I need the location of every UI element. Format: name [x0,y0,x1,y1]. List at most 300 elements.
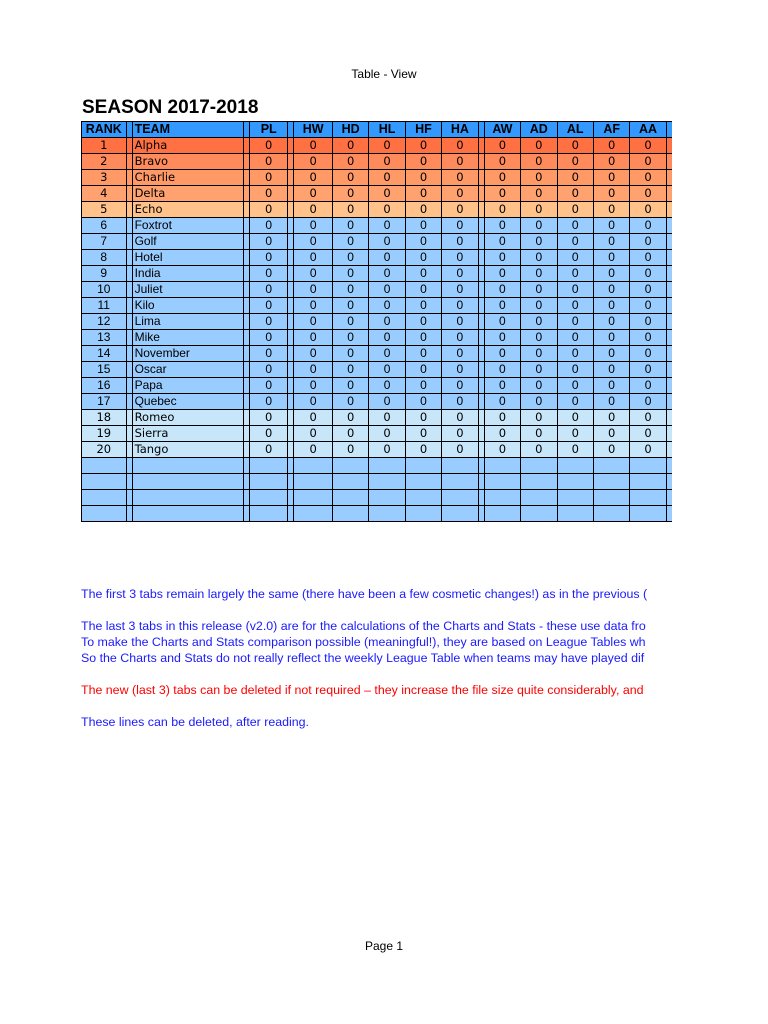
empty-cell [294,506,332,522]
stat-cell: 0 [332,250,368,266]
stat-cell: 0 [557,426,593,442]
empty-cell [557,458,593,474]
empty-cell [557,490,593,506]
rank-cell: 16 [82,378,127,394]
stat-cell: 0 [249,202,287,218]
stat-cell: 0 [630,234,666,250]
spacer-cell [666,362,672,378]
stat-cell: 0 [557,234,593,250]
empty-cell [442,490,478,506]
empty-cell [369,458,405,474]
stat-cell: 0 [442,330,478,346]
stat-cell: 0 [630,266,666,282]
stat-cell: 0 [332,138,368,154]
stat-cell: 0 [332,202,368,218]
team-cell: Tango [132,442,243,458]
stat-cell: 0 [249,282,287,298]
stat-cell: 0 [484,314,520,330]
stat-cell: 0 [442,378,478,394]
stat-cell: 0 [557,378,593,394]
team-cell: Foxtrot [132,218,243,234]
stat-cell: 0 [294,186,332,202]
stat-cell: 0 [484,298,520,314]
stat-cell: 0 [405,282,441,298]
stat-cell: 0 [294,170,332,186]
stat-cell: 0 [557,138,593,154]
empty-cell [82,458,127,474]
stat-cell: 0 [332,394,368,410]
stat-cell: 0 [369,314,405,330]
stat-cell: 0 [593,330,629,346]
spacer-cell [666,378,672,394]
spacer-cell [666,426,672,442]
rank-cell: 11 [82,298,127,314]
team-cell: Juliet [132,282,243,298]
team-cell: Sierra [132,426,243,442]
empty-row [82,458,673,474]
stat-cell: 0 [294,426,332,442]
empty-cell [132,490,243,506]
stat-cell: 0 [294,442,332,458]
stat-cell: 0 [249,298,287,314]
stat-cell: 0 [521,186,557,202]
stat-cell: 0 [630,186,666,202]
stat-cell: 0 [405,314,441,330]
rank-cell: 13 [82,330,127,346]
stat-cell: 0 [630,298,666,314]
stat-cell: 0 [630,202,666,218]
rank-cell: 6 [82,218,127,234]
table-row [82,410,673,426]
stat-cell: 0 [294,138,332,154]
column-header: HA [442,122,478,138]
empty-cell [332,458,368,474]
stat-cell: 0 [405,218,441,234]
stat-cell: 0 [442,314,478,330]
stat-cell: 0 [557,314,593,330]
stat-cell: 0 [521,378,557,394]
empty-cell [369,506,405,522]
stat-cell: 0 [405,202,441,218]
rank-cell: 15 [82,362,127,378]
note-line-6: These lines can be deleted, after reading. [81,715,309,729]
stat-cell: 0 [442,298,478,314]
team-cell: Delta [132,186,243,202]
stat-cell: 0 [557,282,593,298]
stat-cell: 0 [484,362,520,378]
stat-cell: 0 [442,202,478,218]
empty-cell [132,474,243,490]
rank-cell: 19 [82,426,127,442]
rank-cell: 7 [82,234,127,250]
stat-cell: 0 [521,330,557,346]
empty-cell [666,490,672,506]
team-cell: Romeo [132,410,243,426]
stat-cell: 0 [557,298,593,314]
stat-cell: 0 [294,362,332,378]
rank-cell: 1 [82,138,127,154]
stat-cell: 0 [521,394,557,410]
stat-cell: 0 [442,170,478,186]
stat-cell: 0 [405,298,441,314]
column-header: AL [557,122,593,138]
empty-cell [630,506,666,522]
stat-cell: 0 [557,186,593,202]
stat-cell: 0 [249,170,287,186]
stat-cell: 0 [593,314,629,330]
empty-cell [630,458,666,474]
stat-cell: 0 [484,218,520,234]
stat-cell: 0 [557,154,593,170]
stat-cell: 0 [294,346,332,362]
stat-cell: 0 [630,442,666,458]
stat-cell: 0 [630,346,666,362]
column-header: HL [369,122,405,138]
empty-cell [666,458,672,474]
rank-cell: 8 [82,250,127,266]
empty-cell [132,506,243,522]
team-cell: Charlie [132,170,243,186]
stat-cell: 0 [630,410,666,426]
stat-cell: 0 [630,170,666,186]
team-cell: Quebec [132,394,243,410]
stat-cell: 0 [332,330,368,346]
stat-cell: 0 [557,394,593,410]
rank-cell: 4 [82,186,127,202]
stat-cell: 0 [369,426,405,442]
empty-row [82,490,673,506]
stat-cell: 0 [484,170,520,186]
empty-cell [249,474,287,490]
stat-cell: 0 [484,250,520,266]
empty-cell [593,474,629,490]
table-row [82,138,673,154]
table-row [82,298,673,314]
stat-cell: 0 [593,218,629,234]
table-row [82,186,673,202]
page-footer: Page 1 [364,939,404,953]
stat-cell: 0 [593,138,629,154]
column-header: AW [484,122,520,138]
spacer-cell [666,154,672,170]
stat-cell: 0 [557,346,593,362]
team-cell: Papa [132,378,243,394]
rank-cell: 9 [82,266,127,282]
spacer-cell [666,410,672,426]
stat-cell: 0 [405,154,441,170]
stat-cell: 0 [557,170,593,186]
table-header-row [82,122,673,138]
table-row [82,234,673,250]
spacer-cell [666,202,672,218]
stat-cell: 0 [521,138,557,154]
rank-cell: 10 [82,282,127,298]
stat-cell: 0 [484,378,520,394]
stat-cell: 0 [249,330,287,346]
stat-cell: 0 [521,266,557,282]
stat-cell: 0 [369,234,405,250]
stat-cell: 0 [294,202,332,218]
stat-cell: 0 [294,218,332,234]
team-cell: November [132,346,243,362]
stat-cell: 0 [369,154,405,170]
stat-cell: 0 [557,202,593,218]
stat-cell: 0 [557,218,593,234]
stat-cell: 0 [249,250,287,266]
empty-cell [332,490,368,506]
stat-cell: 0 [405,426,441,442]
stat-cell: 0 [332,442,368,458]
stat-cell: 0 [249,442,287,458]
stat-cell: 0 [249,410,287,426]
stat-cell: 0 [593,378,629,394]
empty-cell [82,474,127,490]
league-table-container [81,121,672,522]
table-row [82,202,673,218]
rank-cell: 2 [82,154,127,170]
stat-cell: 0 [593,410,629,426]
stat-cell: 0 [249,426,287,442]
stat-cell: 0 [249,346,287,362]
stat-cell: 0 [484,234,520,250]
spacer-cell [666,298,672,314]
empty-cell [442,458,478,474]
empty-row [82,506,673,522]
stat-cell: 0 [630,218,666,234]
stat-cell: 0 [484,266,520,282]
stat-cell: 0 [593,266,629,282]
rank-cell: 12 [82,314,127,330]
table-row [82,154,673,170]
stat-cell: 0 [369,346,405,362]
stat-cell: 0 [593,442,629,458]
stat-cell: 0 [294,282,332,298]
stat-cell: 0 [369,218,405,234]
stat-cell: 0 [484,394,520,410]
table-row [82,442,673,458]
stat-cell: 0 [405,250,441,266]
team-cell: Alpha [132,138,243,154]
stat-cell: 0 [593,282,629,298]
empty-cell [557,474,593,490]
stat-cell: 0 [593,362,629,378]
empty-cell [82,490,127,506]
empty-cell [521,490,557,506]
stat-cell: 0 [630,426,666,442]
empty-cell [294,458,332,474]
rank-cell: 18 [82,410,127,426]
spacer-cell [666,186,672,202]
stat-cell: 0 [332,170,368,186]
column-spacer [666,122,672,138]
empty-cell [294,474,332,490]
table-row [82,250,673,266]
column-header: HW [294,122,332,138]
stat-cell: 0 [405,394,441,410]
column-header: AD [521,122,557,138]
empty-cell [521,458,557,474]
stat-cell: 0 [332,266,368,282]
stat-cell: 0 [521,282,557,298]
stat-cell: 0 [332,426,368,442]
stat-cell: 0 [557,362,593,378]
stat-cell: 0 [593,426,629,442]
empty-cell [332,474,368,490]
season-title: SEASON 2017-2018 [82,97,259,118]
stat-cell: 0 [249,378,287,394]
empty-cell [521,474,557,490]
stat-cell: 0 [405,346,441,362]
stat-cell: 0 [630,138,666,154]
empty-cell [405,458,441,474]
stat-cell: 0 [249,138,287,154]
stat-cell: 0 [249,314,287,330]
spacer-cell [666,314,672,330]
stat-cell: 0 [630,362,666,378]
stat-cell: 0 [442,234,478,250]
empty-cell [405,490,441,506]
table-row [82,346,673,362]
spacer-cell [666,138,672,154]
team-cell: Oscar [132,362,243,378]
stat-cell: 0 [521,170,557,186]
empty-cell [249,458,287,474]
stat-cell: 0 [484,282,520,298]
stat-cell: 0 [557,442,593,458]
stat-cell: 0 [442,154,478,170]
stat-cell: 0 [369,266,405,282]
column-header: AA [630,122,666,138]
stat-cell: 0 [405,442,441,458]
stat-cell: 0 [249,186,287,202]
stat-cell: 0 [405,234,441,250]
stat-cell: 0 [332,314,368,330]
stat-cell: 0 [442,394,478,410]
spacer-cell [666,234,672,250]
stat-cell: 0 [442,138,478,154]
stat-cell: 0 [369,378,405,394]
spacer-cell [666,282,672,298]
note-line-5: The new (last 3) tabs can be deleted if not required – they increase the file size quite considerably, and [81,683,644,697]
stat-cell: 0 [369,170,405,186]
stat-cell: 0 [521,410,557,426]
stat-cell: 0 [593,170,629,186]
column-header: HF [405,122,441,138]
stat-cell: 0 [484,346,520,362]
spacer-cell [666,330,672,346]
spacer-cell [666,346,672,362]
stat-cell: 0 [521,314,557,330]
stat-cell: 0 [369,282,405,298]
rank-cell: 14 [82,346,127,362]
stat-cell: 0 [332,234,368,250]
stat-cell: 0 [521,442,557,458]
stat-cell: 0 [484,442,520,458]
empty-cell [521,506,557,522]
stat-cell: 0 [369,362,405,378]
stat-cell: 0 [630,282,666,298]
stat-cell: 0 [405,378,441,394]
stat-cell: 0 [249,154,287,170]
empty-cell [82,506,127,522]
stat-cell: 0 [294,154,332,170]
stat-cell: 0 [484,330,520,346]
team-cell: Echo [132,202,243,218]
stat-cell: 0 [484,154,520,170]
empty-row [82,474,673,490]
stat-cell: 0 [294,378,332,394]
stat-cell: 0 [294,410,332,426]
empty-cell [593,458,629,474]
empty-cell [369,474,405,490]
stat-cell: 0 [332,362,368,378]
table-row [82,426,673,442]
column-header: RANK [82,122,127,138]
empty-cell [484,490,520,506]
stat-cell: 0 [484,202,520,218]
empty-cell [442,474,478,490]
empty-cell [405,506,441,522]
stat-cell: 0 [442,218,478,234]
stat-cell: 0 [630,394,666,410]
note-line-3: To make the Charts and Stats comparison possible (meaningful!), they are based on League Tables wh [81,635,646,649]
stat-cell: 0 [557,410,593,426]
stat-cell: 0 [369,202,405,218]
spacer-cell [666,442,672,458]
stat-cell: 0 [294,394,332,410]
stat-cell: 0 [593,250,629,266]
stat-cell: 0 [332,154,368,170]
rank-cell: 5 [82,202,127,218]
stat-cell: 0 [442,250,478,266]
team-cell: Mike [132,330,243,346]
stat-cell: 0 [593,154,629,170]
table-row [82,282,673,298]
stat-cell: 0 [521,250,557,266]
empty-cell [593,490,629,506]
empty-cell [666,506,672,522]
stat-cell: 0 [369,250,405,266]
stat-cell: 0 [521,298,557,314]
table-row [82,330,673,346]
table-row [82,266,673,282]
stat-cell: 0 [369,298,405,314]
column-header: PL [249,122,287,138]
stat-cell: 0 [294,330,332,346]
stat-cell: 0 [294,298,332,314]
stat-cell: 0 [630,314,666,330]
column-header: HD [332,122,368,138]
stat-cell: 0 [593,394,629,410]
stat-cell: 0 [521,362,557,378]
stat-cell: 0 [249,362,287,378]
stat-cell: 0 [521,234,557,250]
team-cell: Bravo [132,154,243,170]
table-row [82,394,673,410]
stat-cell: 0 [484,426,520,442]
stat-cell: 0 [630,250,666,266]
empty-cell [405,474,441,490]
spacer-cell [666,170,672,186]
note-line-1: The first 3 tabs remain largely the same (there have been a few cosmetic changes!) as in the previous ( [81,587,648,601]
stat-cell: 0 [442,362,478,378]
empty-cell [630,490,666,506]
empty-cell [332,506,368,522]
stat-cell: 0 [593,234,629,250]
stat-cell: 0 [630,154,666,170]
stat-cell: 0 [369,330,405,346]
table-row [82,170,673,186]
